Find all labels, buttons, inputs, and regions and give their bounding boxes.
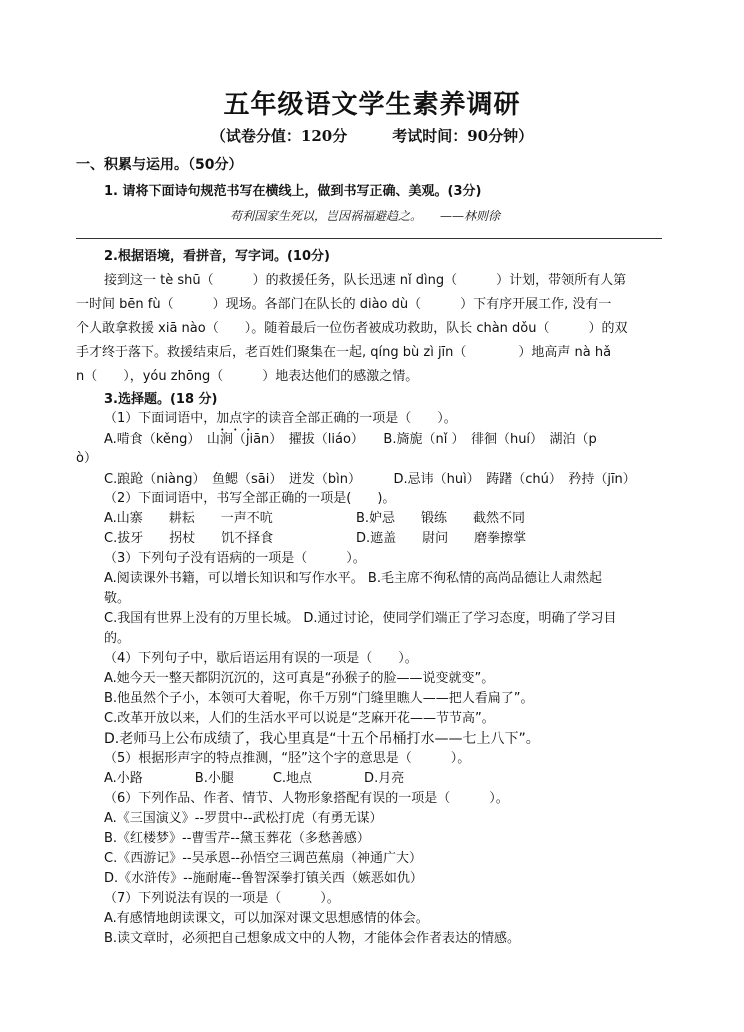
option-c: C.改革开放以来，人们的生活水平可以说是“芝麻开花——节节高”。 — [104, 711, 495, 726]
passage-line: 接到这一 tè shū（ ）的救援任务，队长迅速 nǐ dìng（ ）计划，带领所有人第 — [104, 273, 627, 288]
question-3-stem: 3.选择题。(18 分) — [104, 392, 218, 407]
option-c: C.《西游记》--吴承恩--孙悟空三调芭蕉扇（神通广大） — [104, 851, 422, 866]
poem-line: 苟利国家生死以，岂因祸福避趋之。 ——林则徐 — [230, 209, 501, 223]
passage-line: 手才终于落下。救援结束后，老百姓们聚集在一起, qíng bù zì jīn（ ）地高声 nà hǎ — [76, 345, 612, 360]
option-b: B.读文章时，必须把自己想象成文中的人物，才能体会作者表达的情感。 — [104, 931, 521, 946]
option-d: D.遮盖 尉问 磨拳擦掌 — [356, 531, 527, 546]
subquestion-2-stem: （2）下面词语中，书写全部正确的一项是( )。 — [104, 491, 396, 506]
passage-line: 个人敢拿救援 xiā nào（ ）。随着最后一位伤者被成功救助，队长 chàn dǒu（ ）的双 — [76, 321, 628, 336]
option-line: C.我国有世界上没有的万里长城。 D.通过讨论，使同学们端正了学习态度，明确了学习目 — [104, 611, 617, 626]
exam-info: （试卷分值：120分 考试时间：90分钟） — [210, 127, 534, 145]
option-c: C.拔牙 拐杖 饥不择食 — [104, 531, 274, 546]
subquestion-4-stem: （4）下列句子中，歇后语运用有误的一项是（ ）。 — [104, 651, 418, 666]
subquestion-7-stem: （7）下列说法有误的一项是（ ）。 — [104, 891, 340, 906]
option-line: A.阅读课外书籍，可以增长知识和写作水平。 B.毛主席不徇私情的高尚品德让人肃然起 — [104, 571, 602, 586]
option-line: ò） — [76, 451, 97, 466]
section-heading: 一、积累与运用。（50分） — [76, 157, 243, 173]
option-line: A.小路 B.小腿 C.地点 D.月亮 — [104, 771, 405, 786]
writing-line — [76, 238, 662, 239]
option-b: B.妒忌 锻练 截然不同 — [356, 511, 526, 526]
option-b: B.他虽然个子小，本领可大着呢，你千万别“门缝里瞧人——把人看扁了”。 — [104, 691, 534, 706]
option-line: 的。 — [104, 631, 131, 646]
page-title: 五年级语文学生素养调研 — [223, 90, 521, 120]
subquestion-6-stem: （6）下列作品、作者、情节、人物形象搭配有误的一项是（ ）。 — [104, 791, 509, 806]
option-a: A.《三国演义》--罗贯中--武松打虎（有勇无谋） — [104, 811, 383, 826]
option-b: B.《红楼梦》--曹雪芹--黛玉葬花（多愁善感） — [104, 831, 370, 846]
passage-line: 一时间 bēn fù（ ）现场。各部门在队长的 diào dù（ ）下有序开展工作, 没有一 — [76, 297, 612, 312]
question-1-stem: 1. 请将下面诗句规范书写在横线上，做到书写正确、美观。(3分) — [104, 184, 482, 199]
passage-line: n（ ），yóu zhōng（ ）地表达他们的感激之情。 — [76, 369, 419, 384]
option-a: A.她今天一整天都阴沉沉的，这可真是“孙猴子的脸——说变就变”。 — [104, 671, 495, 686]
option-line: C.踉跄（niàng） 鱼鳃（sāi） 迸发（bìn） D.忌讳（huì） 踌躇（chú） 矜持（jīn） — [104, 472, 636, 487]
subquestion-5-stem: （5）根据形声字的特点推测，“胫”这个字的意思是（ ）。 — [104, 751, 471, 766]
option-line: A.啃食（kěng） 山涧（jiān） 擢拔（liáo） B.旖旎（nǐ ） 徘徊（huí） 湖泊（p — [104, 432, 597, 447]
subquestion-3-stem: （3）下列句子没有语病的一项是（ ）。 — [104, 551, 366, 566]
option-line: 敬。 — [104, 591, 131, 606]
option-a: A.山寨 耕耘 一声不吭 — [104, 511, 273, 526]
subquestion-1-stem: （1）下面词语中，加点字的读音全部正确的一项是（ ）。 — [104, 411, 457, 426]
emphasis-text: 加点字 — [216, 411, 256, 426]
option-a: A.有感情地朗读课文，可以加深对课文思想感情的体会。 — [104, 911, 429, 926]
question-2-stem: 2.根据语境，看拼音，写字词。(10分) — [104, 249, 330, 264]
option-d: D.《水浒传》--施耐庵--鲁智深拳打镇关西（嫉恶如仇） — [104, 871, 423, 886]
option-d: D.老师马上公布成绩了，我心里真是“十五个吊桶打水——七上八下”。 — [104, 731, 540, 747]
